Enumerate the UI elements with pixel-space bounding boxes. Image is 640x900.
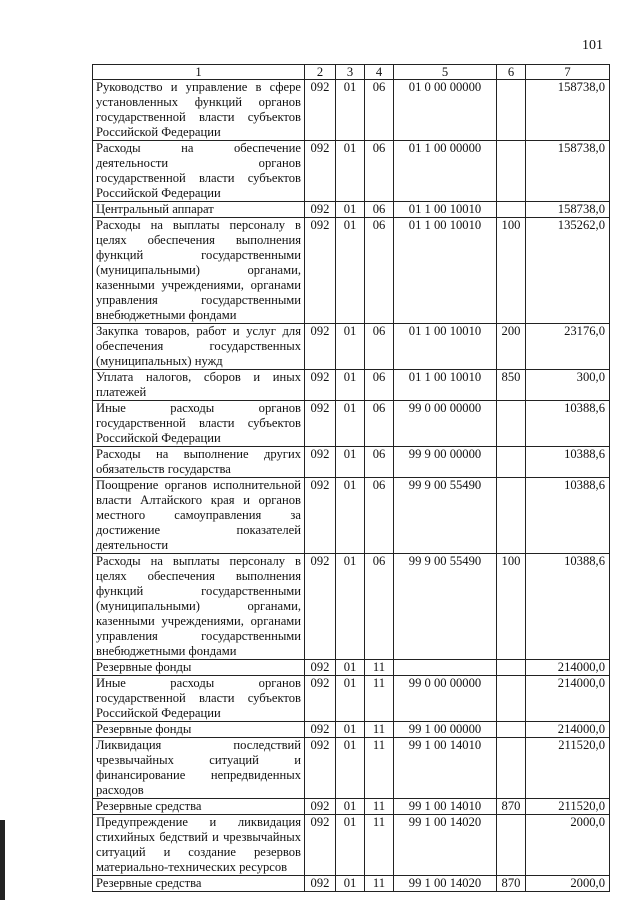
cell-subsection: 06 — [365, 202, 394, 218]
cell-amount: 158738,0 — [526, 80, 610, 141]
cell-target-item: 99 9 00 55490 — [394, 554, 497, 660]
cell-code: 092 — [305, 324, 336, 370]
table-row — [93, 218, 610, 324]
table-row — [93, 401, 610, 447]
cell-target-item: 99 9 00 55490 — [394, 478, 497, 554]
cell-amount: 10388,6 — [526, 447, 610, 478]
cell-section: 01 — [336, 799, 365, 815]
cell-amount: 10388,6 — [526, 554, 610, 660]
cell-target-item: 99 9 00 00000 — [394, 447, 497, 478]
cell-section: 01 — [336, 447, 365, 478]
cell-subsection: 11 — [365, 722, 394, 738]
cell-code: 092 — [305, 554, 336, 660]
cell-target-item: 99 1 00 14010 — [394, 799, 497, 815]
cell-expense-type — [497, 676, 526, 722]
table-row — [93, 447, 610, 478]
cell-code: 092 — [305, 202, 336, 218]
cell-code: 092 — [305, 218, 336, 324]
cell-expense-type — [497, 447, 526, 478]
cell-subsection: 11 — [365, 876, 394, 892]
cell-section: 01 — [336, 370, 365, 401]
cell-subsection: 11 — [365, 738, 394, 799]
cell-section: 01 — [336, 876, 365, 892]
cell-target-item: 99 0 00 00000 — [394, 676, 497, 722]
cell-expense-type: 870 — [497, 799, 526, 815]
table-row — [93, 722, 610, 738]
cell-target-item: 01 1 00 10010 — [394, 218, 497, 324]
cell-name: Резервные средства — [93, 799, 305, 815]
header-row — [93, 65, 610, 80]
cell-section: 01 — [336, 80, 365, 141]
table-row — [93, 738, 610, 799]
cell-name: Предупреждение и ликвидация стихийных бедствий и чрезвычайных ситуаций и создание резервов материально-технических ресурсов — [93, 815, 305, 876]
cell-name: Центральный аппарат — [93, 202, 305, 218]
cell-amount: 158738,0 — [526, 141, 610, 202]
cell-expense-type — [497, 478, 526, 554]
cell-target-item: 01 1 00 00000 — [394, 141, 497, 202]
cell-amount: 211520,0 — [526, 799, 610, 815]
cell-target-item: 99 0 00 00000 — [394, 401, 497, 447]
table-row — [93, 324, 610, 370]
cell-subsection: 06 — [365, 478, 394, 554]
cell-target-item: 99 1 00 14010 — [394, 738, 497, 799]
cell-target-item: 01 1 00 10010 — [394, 324, 497, 370]
cell-code: 092 — [305, 876, 336, 892]
cell-subsection: 11 — [365, 799, 394, 815]
table-row — [93, 799, 610, 815]
column-header: 7 — [526, 65, 610, 80]
cell-amount: 211520,0 — [526, 738, 610, 799]
cell-expense-type: 200 — [497, 324, 526, 370]
cell-name: Расходы на выплаты персоналу в целях обеспечения выполнения функций государственными (муниципальными) органами, казенными учреждениями, органами управления государственными внебюджетными фондами — [93, 218, 305, 324]
cell-code: 092 — [305, 401, 336, 447]
budget-table — [92, 64, 610, 892]
cell-target-item: 99 1 00 14020 — [394, 815, 497, 876]
cell-target-item: 99 1 00 00000 — [394, 722, 497, 738]
column-header: 6 — [497, 65, 526, 80]
cell-code: 092 — [305, 815, 336, 876]
cell-target-item: 01 1 00 10010 — [394, 370, 497, 401]
column-header: 3 — [336, 65, 365, 80]
cell-subsection: 06 — [365, 324, 394, 370]
column-header: 4 — [365, 65, 394, 80]
cell-amount: 23176,0 — [526, 324, 610, 370]
page-number: 101 — [582, 38, 603, 53]
cell-name: Резервные фонды — [93, 660, 305, 676]
table-row — [93, 554, 610, 660]
cell-expense-type: 100 — [497, 218, 526, 324]
cell-code: 092 — [305, 141, 336, 202]
cell-amount: 10388,6 — [526, 401, 610, 447]
table-row — [93, 676, 610, 722]
cell-code: 092 — [305, 676, 336, 722]
table-row — [93, 202, 610, 218]
cell-subsection: 11 — [365, 815, 394, 876]
cell-amount: 10388,6 — [526, 478, 610, 554]
cell-amount: 2000,0 — [526, 815, 610, 876]
cell-section: 01 — [336, 815, 365, 876]
cell-expense-type — [497, 660, 526, 676]
cell-subsection: 06 — [365, 447, 394, 478]
cell-name: Иные расходы органов государственной власти субъектов Российской Федерации — [93, 676, 305, 722]
cell-expense-type — [497, 202, 526, 218]
table-row — [93, 815, 610, 876]
cell-name: Ликвидация последствий чрезвычайных ситуаций и финансирование непредвиденных расходов — [93, 738, 305, 799]
cell-subsection: 06 — [365, 401, 394, 447]
cell-subsection: 06 — [365, 80, 394, 141]
table-row — [93, 876, 610, 892]
cell-section: 01 — [336, 324, 365, 370]
cell-expense-type — [497, 80, 526, 141]
cell-expense-type — [497, 141, 526, 202]
cell-code: 092 — [305, 738, 336, 799]
cell-code: 092 — [305, 478, 336, 554]
cell-name: Резервные средства — [93, 876, 305, 892]
cell-expense-type — [497, 738, 526, 799]
table-row — [93, 80, 610, 141]
cell-target-item: 01 1 00 10010 — [394, 202, 497, 218]
cell-section: 01 — [336, 401, 365, 447]
scan-edge-mark — [0, 820, 5, 900]
cell-name: Поощрение органов исполнительной власти Алтайского края и органов местного самоуправления за достижение показателей деятельности — [93, 478, 305, 554]
cell-subsection: 06 — [365, 370, 394, 401]
cell-subsection: 11 — [365, 676, 394, 722]
cell-name: Резервные фонды — [93, 722, 305, 738]
table-body — [93, 80, 610, 892]
cell-subsection: 11 — [365, 660, 394, 676]
cell-expense-type — [497, 401, 526, 447]
column-header: 2 — [305, 65, 336, 80]
cell-expense-type: 850 — [497, 370, 526, 401]
column-header: 1 — [93, 65, 305, 80]
cell-subsection: 06 — [365, 554, 394, 660]
table-row — [93, 370, 610, 401]
cell-amount: 214000,0 — [526, 722, 610, 738]
column-header: 5 — [394, 65, 497, 80]
cell-section: 01 — [336, 722, 365, 738]
cell-name: Иные расходы органов государственной власти субъектов Российской Федерации — [93, 401, 305, 447]
cell-amount: 214000,0 — [526, 660, 610, 676]
cell-name: Закупка товаров, работ и услуг для обеспечения государственных (муниципальных) нужд — [93, 324, 305, 370]
cell-section: 01 — [336, 738, 365, 799]
cell-section: 01 — [336, 660, 365, 676]
cell-section: 01 — [336, 676, 365, 722]
cell-amount: 135262,0 — [526, 218, 610, 324]
cell-name: Уплата налогов, сборов и иных платежей — [93, 370, 305, 401]
table-row — [93, 478, 610, 554]
cell-amount: 2000,0 — [526, 876, 610, 892]
cell-section: 01 — [336, 141, 365, 202]
cell-name: Расходы на выполнение других обязательств государства — [93, 447, 305, 478]
cell-target-item — [394, 660, 497, 676]
cell-subsection: 06 — [365, 141, 394, 202]
cell-amount: 158738,0 — [526, 202, 610, 218]
table-row — [93, 660, 610, 676]
cell-code: 092 — [305, 370, 336, 401]
cell-code: 092 — [305, 722, 336, 738]
cell-section: 01 — [336, 554, 365, 660]
cell-code: 092 — [305, 660, 336, 676]
cell-section: 01 — [336, 218, 365, 324]
cell-amount: 214000,0 — [526, 676, 610, 722]
table-row — [93, 141, 610, 202]
cell-expense-type: 870 — [497, 876, 526, 892]
cell-expense-type — [497, 722, 526, 738]
cell-section: 01 — [336, 478, 365, 554]
cell-name: Расходы на обеспечение деятельности органов государственной власти субъектов Российской Федерации — [93, 141, 305, 202]
cell-expense-type — [497, 815, 526, 876]
cell-code: 092 — [305, 80, 336, 141]
cell-subsection: 06 — [365, 218, 394, 324]
cell-expense-type: 100 — [497, 554, 526, 660]
cell-code: 092 — [305, 447, 336, 478]
cell-section: 01 — [336, 202, 365, 218]
cell-amount: 300,0 — [526, 370, 610, 401]
cell-target-item: 01 0 00 00000 — [394, 80, 497, 141]
cell-code: 092 — [305, 799, 336, 815]
cell-name: Расходы на выплаты персоналу в целях обеспечения выполнения функций государственными (муниципальными) органами, казенными учреждениями, органами управления государственными внебюджетными фондами — [93, 554, 305, 660]
cell-target-item: 99 1 00 14020 — [394, 876, 497, 892]
cell-name: Руководство и управление в сфере установленных функций органов государственной власти субъектов Российской Федерации — [93, 80, 305, 141]
